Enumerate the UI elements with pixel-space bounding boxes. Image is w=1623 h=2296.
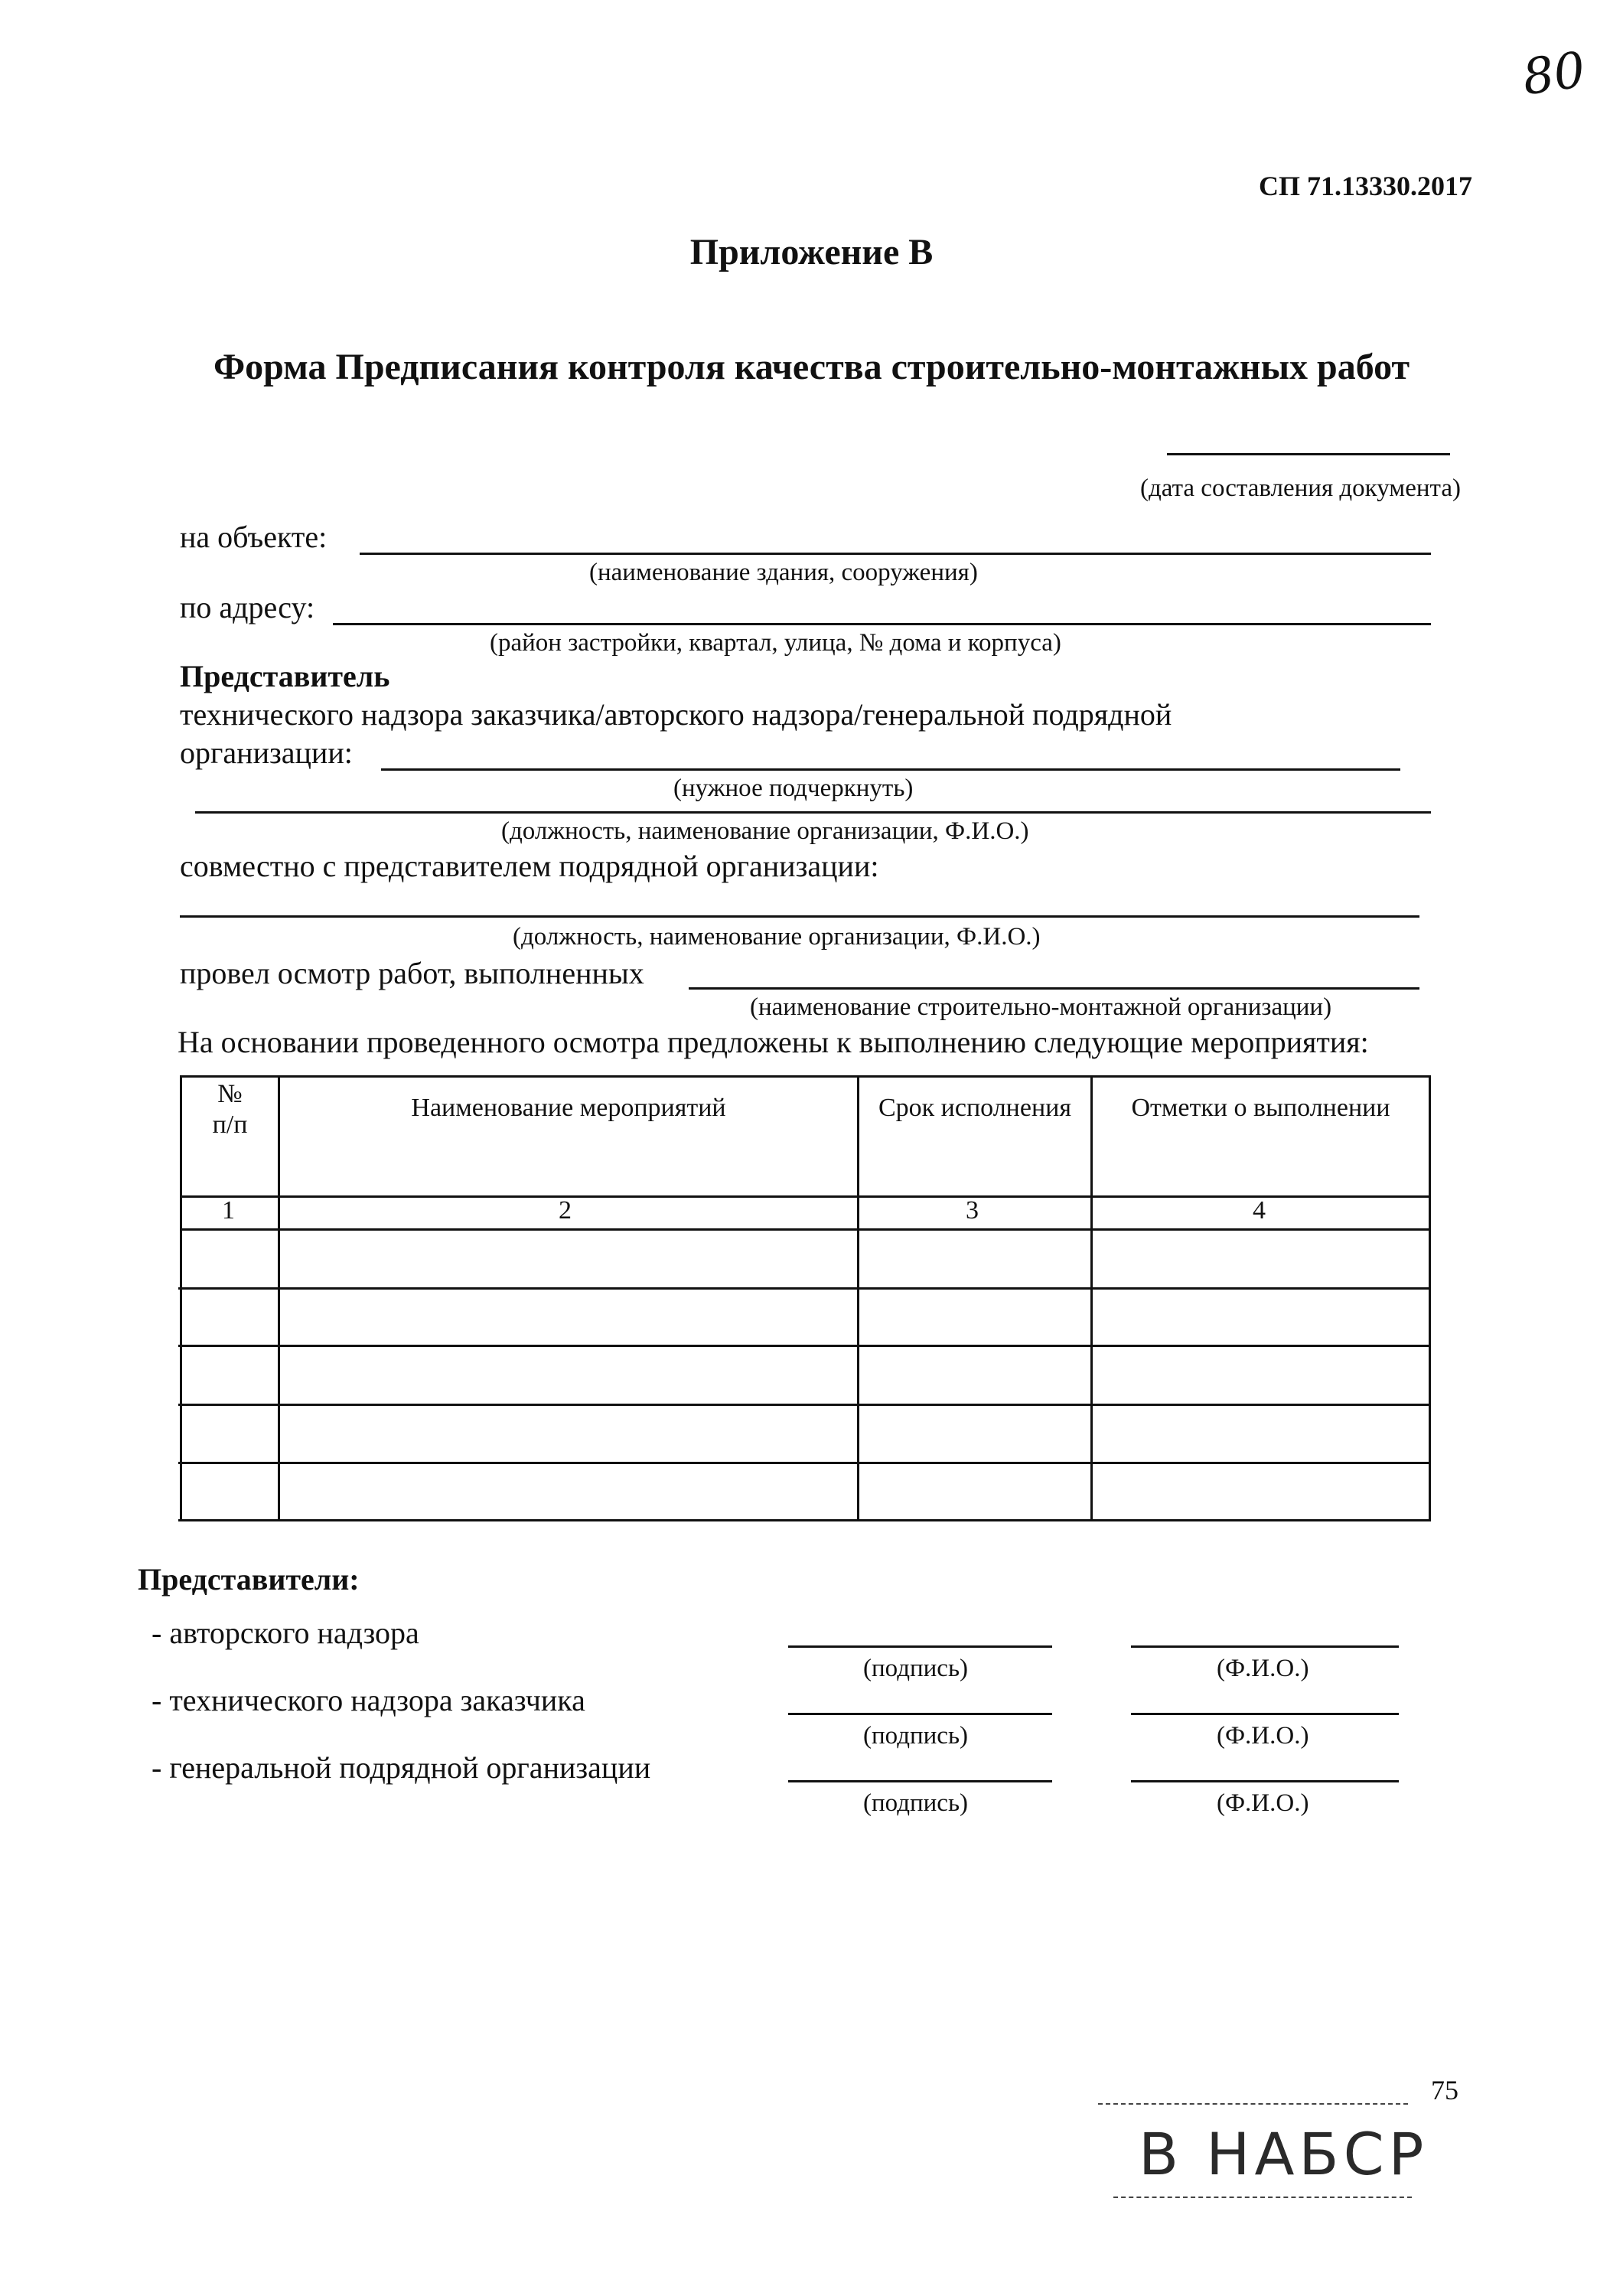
header-marks: Отметки о выполнении xyxy=(1131,1094,1390,1122)
signature-field[interactable] xyxy=(788,1713,1052,1715)
column-number: 4 xyxy=(1253,1196,1266,1225)
table-row[interactable] xyxy=(182,1347,1429,1404)
signature-field[interactable] xyxy=(788,1780,1052,1782)
table-row[interactable] xyxy=(182,1290,1429,1345)
signature-caption: (подпись) xyxy=(863,1655,968,1682)
role-technical-supervision: - технического надзора заказчика xyxy=(152,1683,585,1717)
inspection-label: провел осмотр работ, выполненных xyxy=(180,956,644,990)
header-name: Наименование мероприятий xyxy=(411,1094,726,1122)
representative-heading: Представитель xyxy=(180,659,390,693)
header-num xyxy=(182,1079,278,1140)
form-title: Форма Предписания контроля качества строительно-монтажных работ xyxy=(213,347,1410,387)
signature-caption: (подпись) xyxy=(863,1722,968,1750)
contractor-field[interactable] xyxy=(180,915,1419,918)
signature-field[interactable] xyxy=(788,1645,1052,1648)
contractor-caption: (должность, наименование организации, Ф.И.О.) xyxy=(513,923,1041,951)
inspection-caption: (наименование строительно-монтажной организации) xyxy=(750,993,1332,1021)
stamp-text: В НАБСР xyxy=(1139,2120,1429,2188)
header-num-symbol: № xyxy=(217,1080,243,1108)
object-caption: (наименование здания, сооружения) xyxy=(589,559,978,586)
name-caption: (Ф.И.О.) xyxy=(1217,1655,1309,1682)
signature-caption: (подпись) xyxy=(863,1789,968,1817)
representative-field[interactable] xyxy=(381,768,1400,771)
header-num-abbr: п/п xyxy=(212,1110,248,1139)
contractor-label: совместно с представителем подрядной организации: xyxy=(180,849,879,883)
table-row[interactable] xyxy=(182,1464,1429,1519)
date-line xyxy=(1167,453,1450,455)
name-field[interactable] xyxy=(1131,1645,1399,1648)
column-number: 2 xyxy=(559,1196,572,1225)
representative-line1: технического надзора заказчика/авторского надзора/генеральной подрядной xyxy=(180,697,1172,732)
role-general-contractor: - генеральной подрядной организации xyxy=(152,1750,651,1785)
name-field[interactable] xyxy=(1131,1780,1399,1782)
header-deadline: Срок исполнения xyxy=(878,1094,1071,1122)
basis-text: На основании проведенного осмотра предложены к выполнению следующие мероприятия: xyxy=(178,1025,1369,1059)
page-number: 75 xyxy=(1431,2075,1458,2105)
address-field[interactable] xyxy=(333,623,1431,625)
name-caption: (Ф.И.О.) xyxy=(1217,1722,1309,1750)
representative-position-caption: (должность, наименование организации, Ф.И.О.) xyxy=(501,817,1029,845)
signatures-heading: Представители: xyxy=(138,1562,360,1596)
name-caption: (Ф.И.О.) xyxy=(1217,1789,1309,1817)
role-author-supervision: - авторского надзора xyxy=(152,1616,419,1650)
column-number: 3 xyxy=(966,1196,979,1225)
table-row[interactable] xyxy=(182,1231,1429,1287)
standard-code: СП 71.13330.2017 xyxy=(1259,171,1472,201)
representative-position-field[interactable] xyxy=(195,811,1431,814)
column-number: 1 xyxy=(222,1196,235,1225)
handwritten-page-mark: 80 xyxy=(1519,41,1589,107)
appendix-title: Приложение В xyxy=(689,232,934,272)
underline-caption: (нужное подчеркнуть) xyxy=(673,775,914,802)
table-row[interactable] xyxy=(182,1406,1429,1462)
inspection-field[interactable] xyxy=(689,987,1419,990)
address-caption: (район застройки, квартал, улица, № дома и корпуса) xyxy=(490,629,1061,657)
representative-line2: организации: xyxy=(180,735,353,770)
address-label: по адресу: xyxy=(180,590,315,625)
object-field[interactable] xyxy=(360,553,1431,555)
object-label: на объекте: xyxy=(180,520,328,554)
date-caption: (дата составления документа) xyxy=(1140,475,1461,502)
name-field[interactable] xyxy=(1131,1713,1399,1715)
